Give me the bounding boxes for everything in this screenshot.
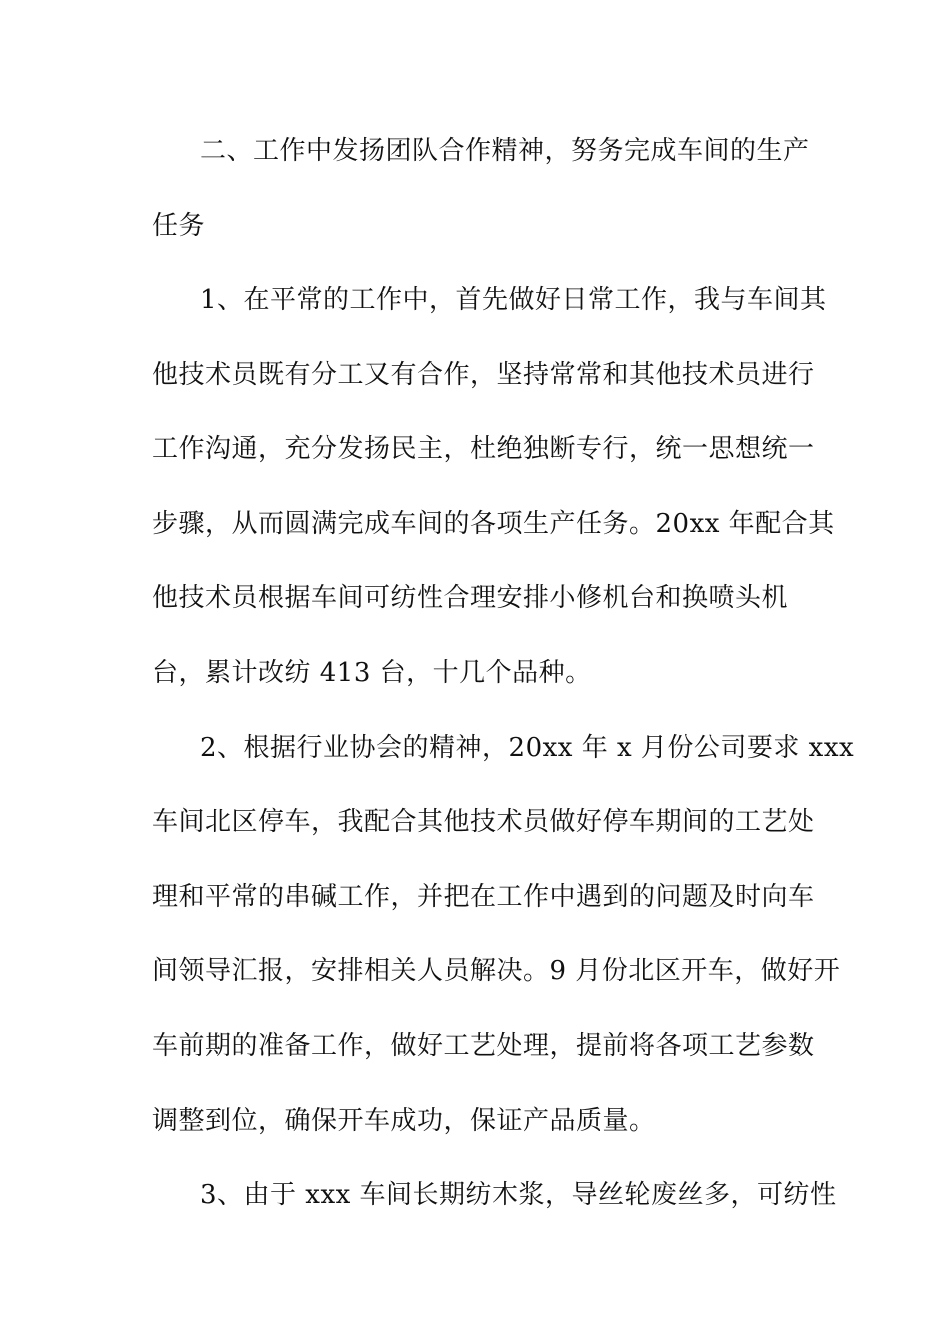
paragraph-1-line-4: 步骤，从而圆满完成车间的各项生产任务。20xx 年配合其: [152, 509, 835, 539]
paragraph-2-line-4: 间领导汇报，安排相关人员解决。9 月份北区开车，做好开: [152, 956, 841, 986]
section-heading-continued: 任务: [152, 211, 206, 241]
paragraph-1-line-5: 他技术员根据车间可纺性合理安排小修机台和换喷头机: [152, 583, 789, 613]
section-heading: 二、工作中发扬团队合作精神，努务完成车间的生产: [200, 136, 810, 166]
paragraph-1-line-3: 工作沟通，充分发扬民主，杜绝独断专行，统一思想统一: [152, 434, 815, 464]
paragraph-3-line-1: 3、由于 xxx 车间长期纺木浆，导丝轮废丝多，可纺性: [200, 1180, 837, 1210]
paragraph-1-line-6: 台，累计改纺 413 台，十几个品种。: [152, 658, 592, 688]
paragraph-1-line-2: 他技术员既有分工又有合作，坚持常常和其他技术员进行: [152, 360, 815, 390]
paragraph-2-line-3: 理和平常的串碱工作，并把在工作中遇到的问题及时向车: [152, 882, 815, 912]
paragraph-2-line-6: 调整到位，确保开车成功，保证产品质量。: [152, 1106, 656, 1136]
paragraph-2-line-2: 车间北区停车，我配合其他技术员做好停车期间的工艺处: [152, 807, 815, 837]
paragraph-2-line-1: 2、根据行业协会的精神，20xx 年 x 月份公司要求 xxx: [200, 733, 855, 763]
paragraph-1-line-1: 1、在平常的工作中，首先做好日常工作，我与车间其: [200, 285, 827, 315]
paragraph-2-line-5: 车前期的准备工作，做好工艺处理，提前将各项工艺参数: [152, 1031, 815, 1061]
